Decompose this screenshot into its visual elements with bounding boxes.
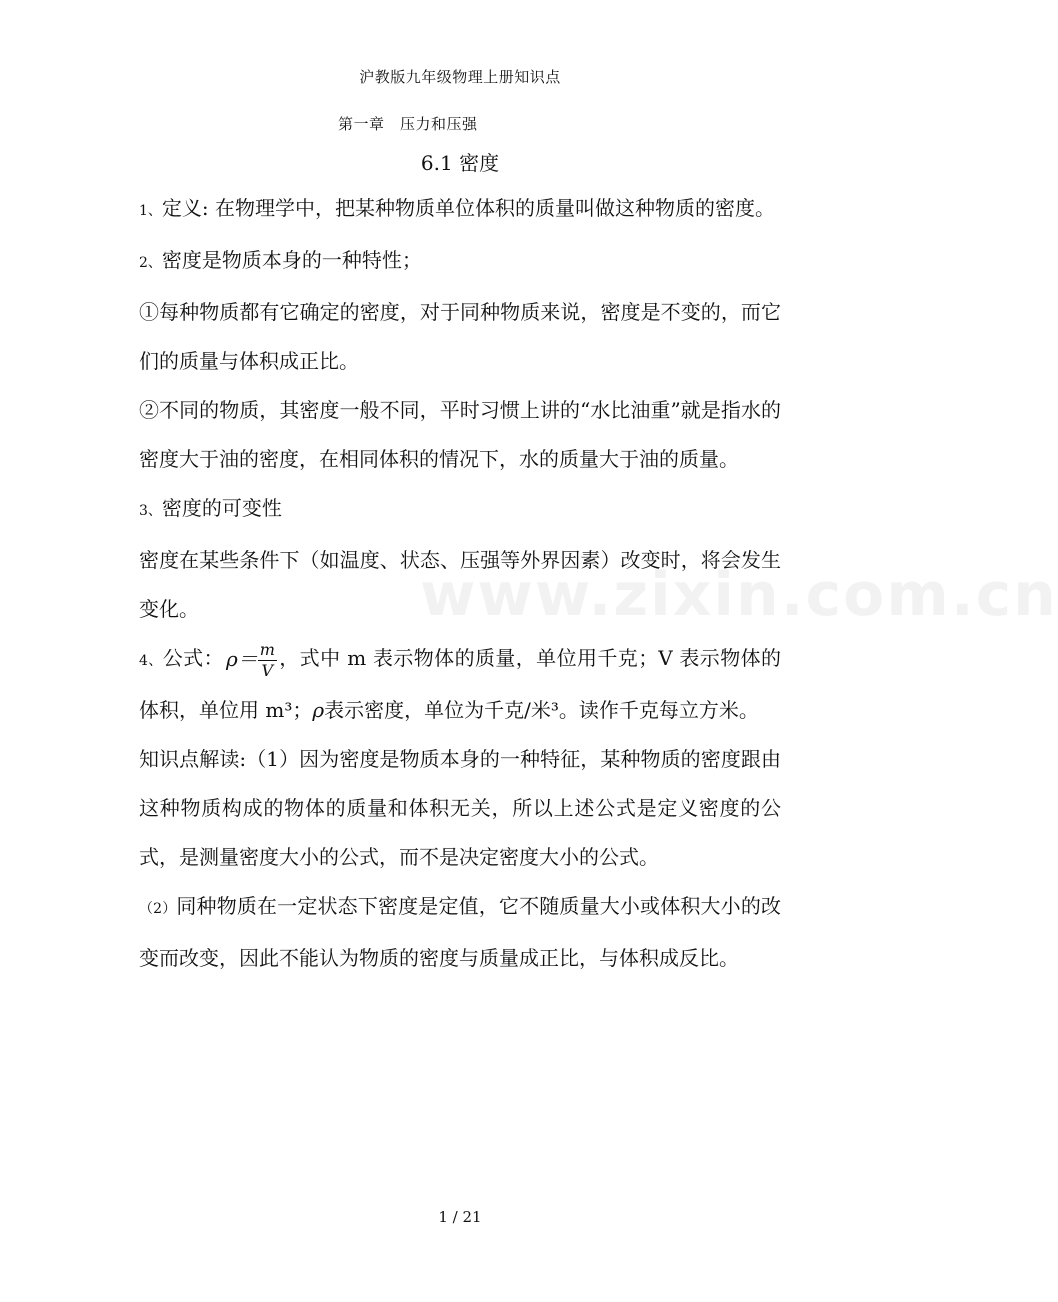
section-heading: 6.1 密度 (420, 151, 500, 175)
item-number: 4、 (139, 653, 163, 669)
paragraph-interpretation-1: 知识点解读:（1）因为密度是物质本身的一种特征，某种物质的密度跟由这种物质构成的物体的质量和体积无关，所以上述公式是定义密度的公式，是测量密度大小的公式，而不是决定密度大小的公式。 (139, 747, 781, 869)
paragraph-formula (139, 634, 781, 735)
formula-denominator: V (261, 661, 274, 680)
item-number: 2、 (139, 255, 162, 271)
paragraph-text: 密度的可变性 (161, 496, 282, 520)
paragraph-text: 定义: 在物理学中，把某种物质单位体积的质量叫做这种物质的密度。 (161, 196, 776, 220)
paragraph-point-1: ①每种物质都有它确定的密度，对于同种物质来说，密度是不变的，而它们的质量与体积成正比。 (139, 300, 781, 373)
formula-explanation-1: ，式中 m 表示物体的质量，单位用千克；V 表示物体的体积，单位用 m³； (139, 646, 782, 722)
document-body (139, 184, 781, 983)
site-watermark: www.zixin.com.cn (420, 560, 1058, 630)
item-number: （2） (139, 901, 177, 917)
formula-lhs: ρ＝ (225, 647, 258, 671)
paragraph-definition (139, 184, 781, 236)
formula-numerator: m (259, 640, 275, 659)
chapter-heading: 第一章 压力和压强 (338, 115, 478, 133)
rho-symbol: ρ (312, 698, 325, 722)
formula-explanation-2: 表示密度，单位为千克/米³。读作千克每立方米。 (324, 698, 759, 722)
paragraph-variability-heading (139, 484, 781, 536)
paragraph-text: 密度是物质本身的一种特性； (161, 248, 422, 272)
item-number: 3、 (139, 503, 162, 519)
density-formula (226, 635, 277, 684)
paragraph-text: 同种物质在一定状态下密度是定值，它不随质量大小或体积大小的改变而改变，因此不能认为物质的密度与质量成正比，与体积成反比。 (139, 894, 781, 970)
formula-lead: 公式： (162, 646, 224, 670)
paragraph-variability: 密度在某些条件下（如温度、状态、压强等外界因素）改变时，将会发生变化。 (139, 548, 781, 621)
formula-fraction (258, 642, 277, 679)
page-number: 1 / 21 (438, 1208, 482, 1226)
paragraph-property (139, 236, 781, 288)
item-number: 1、 (139, 203, 162, 219)
paragraph-point-2: ②不同的物质，其密度一般不同，平时习惯上讲的“水比油重”就是指水的密度大于油的密度，在相同体积的情况下，水的质量大于油的质量。 (139, 398, 781, 471)
paragraph-interpretation-2 (139, 882, 781, 983)
document-title: 沪教版九年级物理上册知识点 (359, 68, 561, 86)
